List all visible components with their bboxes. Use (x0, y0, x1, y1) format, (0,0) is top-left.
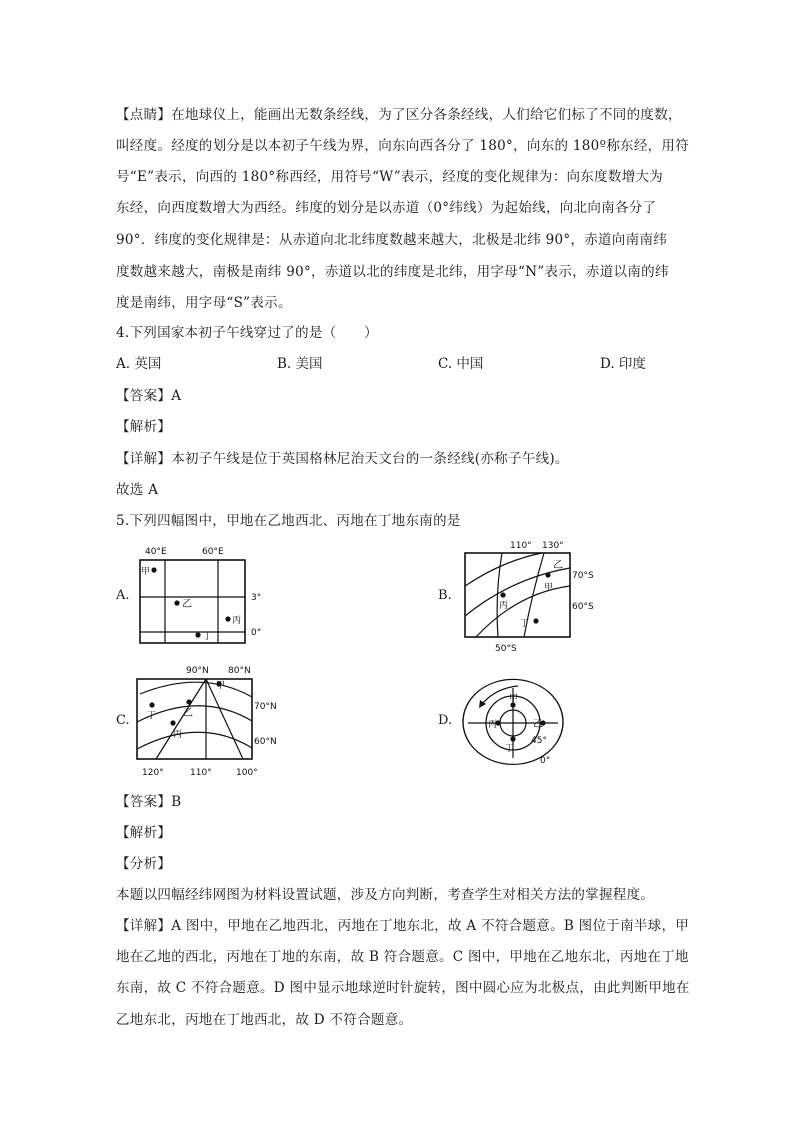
fig-c-label-jia: 甲 (216, 681, 226, 691)
q5-fenxi-text: 本题以四幅经纬网图为材料设置试题，涉及方向判断，考查学生对相关方法的掌握程度。 (116, 887, 655, 903)
fig-a-frame (140, 560, 245, 643)
fig-c-point-bing (170, 720, 175, 725)
q4-jiexi: 【解析】 (116, 419, 172, 435)
q4-stem: 4.下列国家本初子午线穿过了的是（ ） (116, 325, 378, 341)
fig-a-label: A. (116, 588, 130, 603)
q5-stem: 5.下列四幅图中，甲地在乙地西北、丙地在丁地东南的是 (116, 513, 461, 529)
fig-b-label-yi: 乙 (553, 560, 563, 571)
fig-c-label: C. (116, 713, 130, 728)
fig-a-lat2: 0° (251, 628, 262, 638)
dianjing-line-5: 90°．纬度的变化规律是：从赤道向北北纬度数越来越大，北极是北纬 90°，赤道向南南纬 (116, 232, 668, 248)
fig-b-curve-2 (465, 568, 570, 616)
figure-d (458, 676, 588, 771)
fig-a-label-yi: 乙 (182, 599, 192, 610)
q4-option-c: C. 中国 (438, 356, 484, 372)
fig-a-lon2: 60°E (202, 547, 224, 557)
figure-a (135, 540, 275, 648)
fig-a-label-ding: 丁 (203, 632, 213, 642)
fig-c-lat1: 70°N (254, 702, 277, 712)
fig-c-label-yi: 乙 (183, 708, 193, 719)
fig-b-curve-1 (465, 553, 542, 586)
fig-d-label-bing: 丙 (488, 720, 498, 730)
dianjing-line-6: 度数越来越大，南极是南纬 90°，赤道以北的纬度是北纬，用字母“N”表示，赤道以南的纬 (116, 264, 669, 280)
fig-a-lon1: 40°E (145, 547, 167, 557)
fig-d-label-yi: 乙 (533, 719, 543, 730)
figure-c (130, 664, 310, 782)
fig-b-lon2: 130° (542, 541, 564, 551)
fig-b-point-bing (500, 592, 505, 597)
fig-b-curve-3 (476, 586, 570, 637)
fig-b-label-jia: 甲 (544, 583, 554, 593)
fig-d-zero: 0° (540, 756, 551, 766)
fig-d-angle: 45° (531, 736, 547, 746)
q4-option-b: B. 美国 (277, 356, 323, 372)
dianjing-line-3: 号“E”表示，向西的 180°称西经，用符号“W”表示，经度的变化规律为：向东度数增大为 (116, 169, 664, 185)
q5-detail-line-3: 东南，故 C 不符合题意。D 图中显示地球逆时针旋转，图中圆心应为北极点，由此判断甲地在 (116, 980, 690, 996)
fig-c-meridian-1 (156, 679, 206, 759)
figure-b (462, 538, 612, 658)
fig-c-lon1: 120° (142, 768, 164, 778)
dianjing-line-2: 叫经度。经度的划分是以本初子午线为界，向东向西各分了 180°，向东的 180º称东经，用符 (116, 138, 690, 154)
fig-c-label-ding: 丁 (147, 711, 157, 721)
fig-c-point-yi (186, 699, 191, 704)
fig-c-point-ding (149, 702, 154, 707)
fig-a-point-yi (174, 600, 179, 605)
fig-b-lat1: 70°S (572, 571, 594, 581)
fig-a-label-jia: 甲 (141, 567, 151, 577)
fig-b-label: B. (438, 588, 452, 603)
fig-c-top2: 80°N (228, 666, 251, 676)
q4-answer: 【答案】A (116, 388, 182, 404)
q4-option-d: D. 印度 (600, 356, 646, 372)
fig-a-lat1: 3° (251, 593, 262, 603)
fig-b-lat2: 60°S (572, 602, 594, 612)
q5-answer: 【答案】B (116, 794, 182, 810)
fig-d-label: D. (438, 713, 453, 728)
q5-fenxi: 【分析】 (116, 856, 172, 872)
fig-a-label-bing: 丙 (232, 616, 242, 626)
q5-detail-line-1: 【详解】A 图中，甲地在乙地西北，丙地在丁地东北，故 A 不符合题意。B 图位于南半球，甲 (116, 918, 690, 934)
fig-b-lat3: 50°S (495, 644, 517, 654)
fig-a-point-jia (151, 567, 156, 572)
dianjing-line-1: 【点睛】在地球仪上，能画出无数条经线，为了区分各条经线，人们给它们标了不同的度数， (116, 107, 682, 123)
q4-detail: 【详解】本初子午线是位于英国格林尼治天文台的一条经线(亦称子午线)。 (116, 451, 569, 467)
q5-detail-line-2: 地在乙地的西北，丙地在丁地的东南，故 B 符合题意。C 图中，甲地在乙地东北，丙地在丁地 (116, 949, 689, 965)
q4-option-a: A. 英国 (116, 356, 162, 372)
fig-d-label-jia: 甲 (509, 694, 519, 704)
q4-conclusion: 故选 A (116, 482, 159, 498)
fig-c-label-bing: 丙 (173, 730, 183, 740)
fig-d-point-ding (510, 736, 515, 741)
fig-c-top1: 90°N (186, 666, 209, 676)
fig-a-point-ding (195, 632, 200, 637)
fig-b-point-ding (533, 618, 538, 623)
fig-c-lon3: 100° (236, 768, 258, 778)
fig-b-label-bing: 丙 (499, 601, 509, 611)
dianjing-line-4: 东经，向西度数增大为西经。纬度的划分是以赤道（0°纬线）为起始线，向北向南各分了 (116, 200, 657, 216)
fig-b-lon1: 110° (510, 541, 532, 551)
fig-c-meridian-3 (206, 679, 243, 759)
fig-b-label-ding: 丁 (520, 619, 530, 629)
fig-b-point-jia (545, 572, 550, 577)
dianjing-line-7: 度是南纬，用字母“S”表示。 (116, 295, 292, 311)
q5-jiexi: 【解析】 (116, 825, 172, 841)
fig-d-label-ding: 丁 (505, 744, 515, 754)
fig-c-lon2: 110° (190, 768, 212, 778)
q5-detail-line-4: 乙地东北，丙地在丁地西北，故 D 不符合题意。 (116, 1012, 413, 1028)
fig-a-point-bing (225, 616, 230, 621)
fig-c-lat2: 60°N (254, 737, 277, 747)
